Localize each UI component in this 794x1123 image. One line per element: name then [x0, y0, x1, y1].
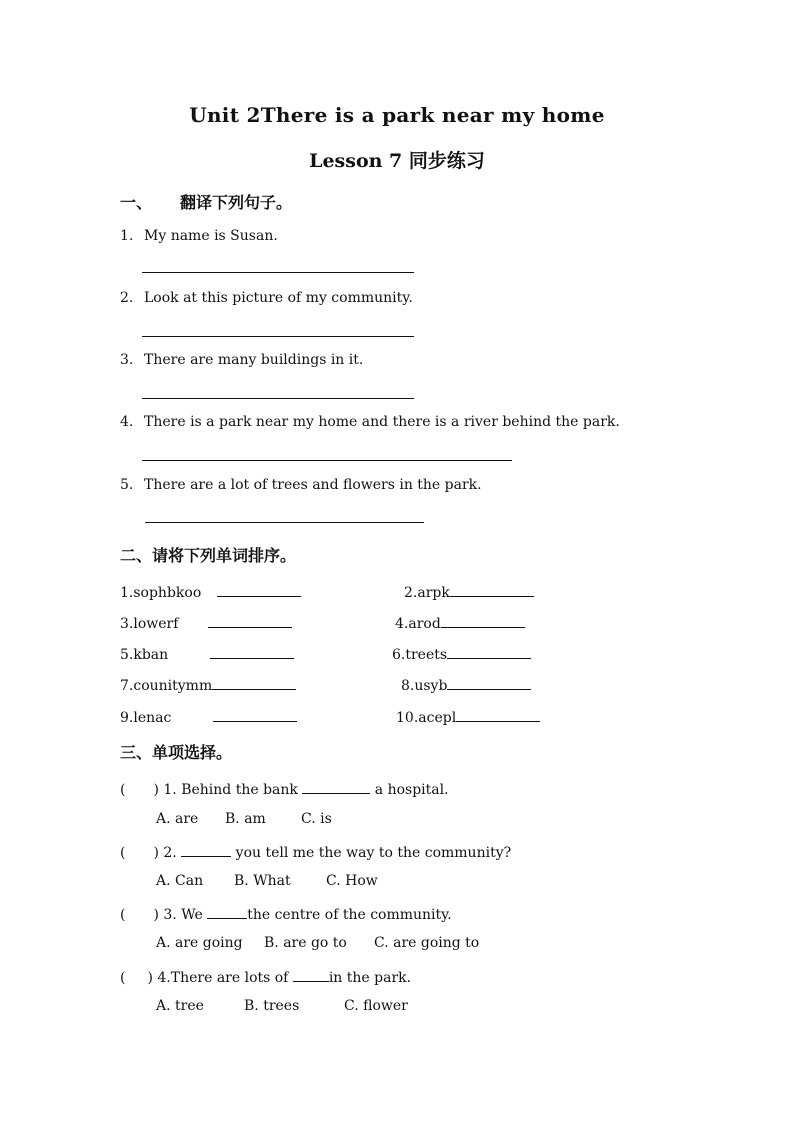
word-blank-10[interactable]: [456, 707, 540, 722]
word-10: 10.acepl: [396, 707, 540, 726]
mc-question-1: ( ) 1. Behind the bank a hospital.: [120, 779, 449, 798]
answer-line-5[interactable]: [145, 522, 424, 523]
mc-question-2: ( ) 2. you tell me the way to the community?: [120, 842, 511, 861]
mc-option-4c[interactable]: C. flower: [344, 998, 408, 1014]
word-blank-5[interactable]: [210, 644, 294, 659]
section1-heading-text: 翻译下列句子。: [180, 193, 293, 212]
page-title: Unit 2There is a park near my home: [189, 103, 605, 127]
section3-heading: 三、单项选择。: [120, 743, 233, 762]
answer-line-2[interactable]: [142, 336, 414, 337]
mc-question-4: ( ) 4.There are lots of in the park.: [120, 967, 411, 986]
mc-option-1b[interactable]: B. am: [225, 811, 266, 827]
mc-blank-4: [293, 967, 329, 982]
word-1: 1.sophbkoo: [120, 582, 301, 601]
word-2: 2.arpk: [404, 582, 534, 601]
mc-option-4a[interactable]: A. tree: [156, 998, 204, 1014]
word-3: 3.lowerf: [120, 613, 292, 632]
word-blank-8[interactable]: [447, 675, 531, 690]
mc-blank-2: [181, 842, 231, 857]
translate-item-1: 1. My name is Susan.: [120, 228, 278, 244]
mc-option-4b[interactable]: B. trees: [244, 998, 300, 1014]
word-blank-9[interactable]: [213, 707, 297, 722]
answer-line-1[interactable]: [142, 272, 414, 273]
section2-heading: 二、请将下列单词排序。: [120, 546, 297, 565]
mc-option-1a[interactable]: A. are: [156, 811, 199, 827]
mc-option-3a[interactable]: A. are going: [156, 935, 243, 951]
mc-option-2b[interactable]: B. What: [234, 873, 291, 889]
mc-blank-1: [302, 779, 370, 794]
translate-item-3: 3. There are many buildings in it.: [120, 352, 364, 368]
mc-option-1c[interactable]: C. is: [301, 811, 332, 827]
translate-item-4: 4. There is a park near my home and there is a river behind the park.: [120, 414, 620, 430]
answer-line-3[interactable]: [142, 398, 414, 399]
word-4: 4.arod: [395, 613, 525, 632]
mc-option-2c[interactable]: C. How: [326, 873, 378, 889]
page-subtitle: Lesson 7 同步练习: [309, 150, 485, 172]
section1-heading-num: 一、: [120, 193, 153, 212]
mc-blank-3: [207, 904, 247, 919]
translate-item-2: 2. Look at this picture of my community.: [120, 290, 413, 306]
word-7: 7.counitymm: [120, 675, 296, 694]
word-blank-6[interactable]: [447, 644, 531, 659]
word-8: 8.usyb: [401, 675, 531, 694]
section1-heading: [120, 190, 292, 213]
word-6: 6.treets: [392, 644, 531, 663]
mc-question-3: ( ) 3. We the centre of the community.: [120, 904, 452, 923]
word-blank-3[interactable]: [208, 613, 292, 628]
word-blank-7[interactable]: [212, 675, 296, 690]
mc-option-3c[interactable]: C. are going to: [374, 935, 480, 951]
word-5: 5.kban: [120, 644, 294, 663]
word-9: 9.lenac: [120, 707, 297, 726]
word-blank-2[interactable]: [450, 582, 534, 597]
answer-line-4[interactable]: [142, 460, 512, 461]
word-blank-1[interactable]: [217, 582, 301, 597]
mc-option-3b[interactable]: B. are go to: [264, 935, 347, 951]
mc-option-2a[interactable]: A. Can: [156, 873, 204, 889]
word-blank-4[interactable]: [441, 613, 525, 628]
translate-item-5: 5. There are a lot of trees and flowers in the park.: [120, 477, 482, 493]
